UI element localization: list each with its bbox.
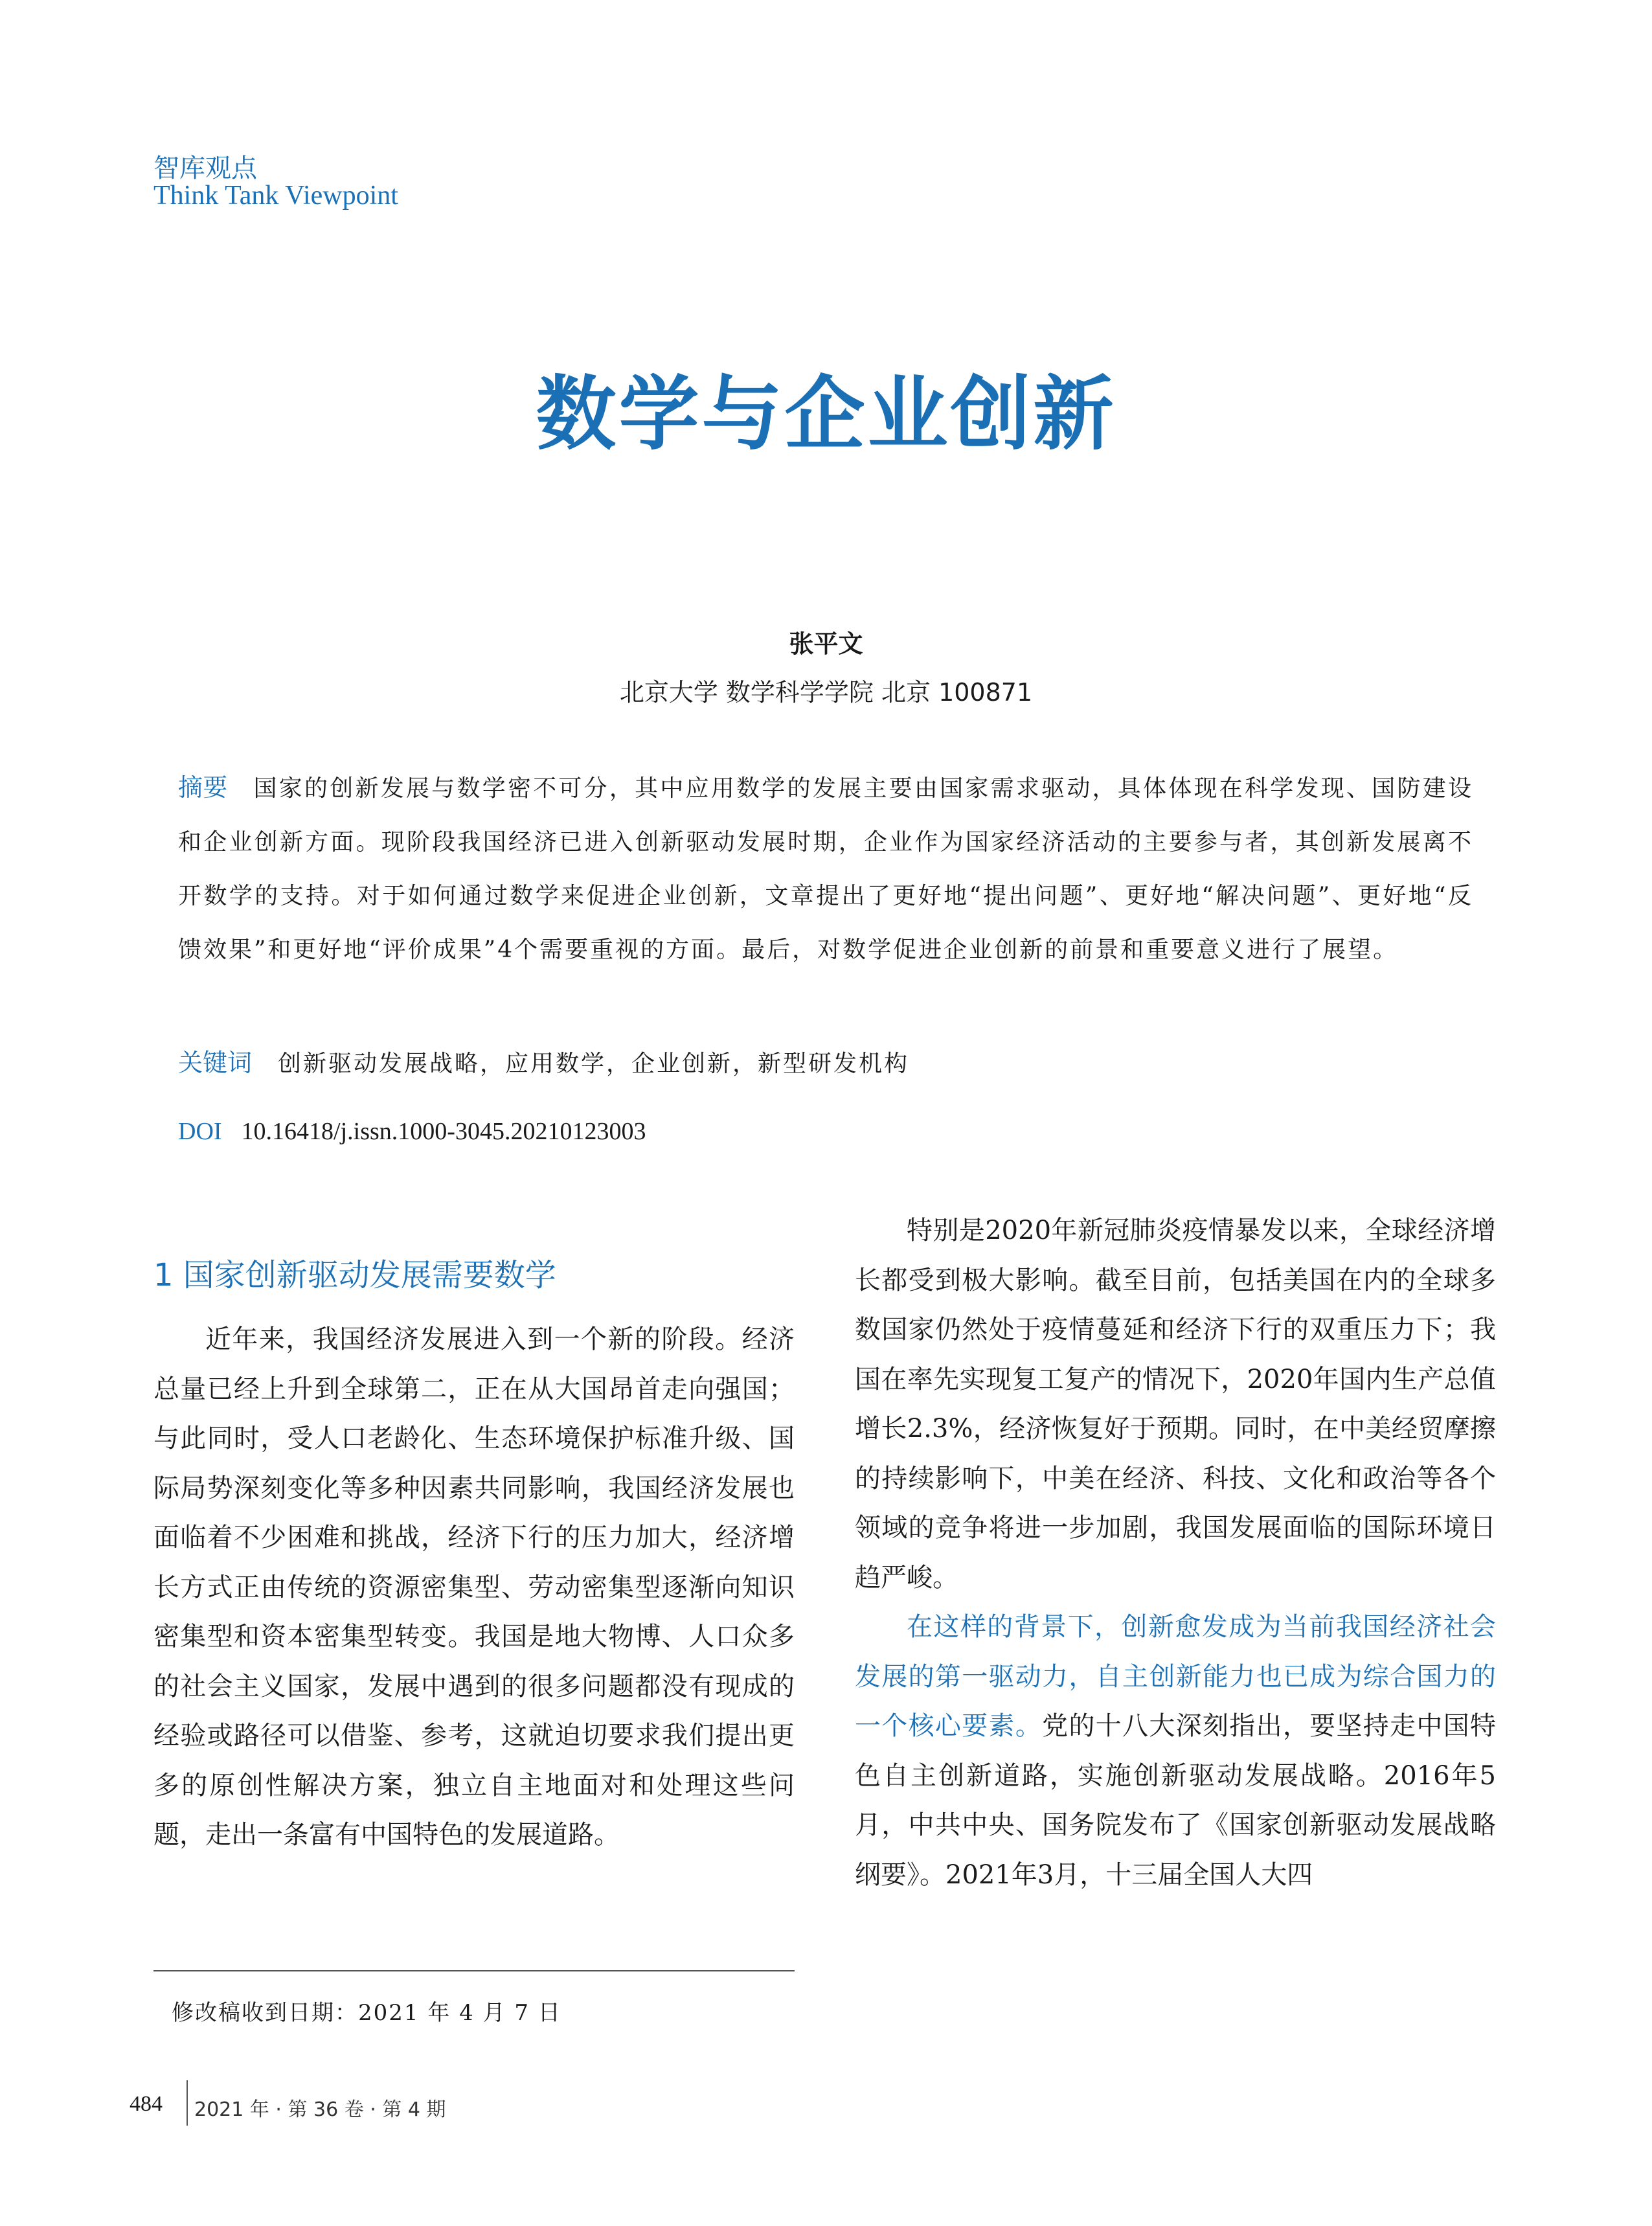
section-heading: 1 国家创新驱动发展需要数学 — [153, 1257, 556, 1293]
keywords-text: 创新驱动发展战略，应用数学，企业创新，新型研发机构 — [278, 1051, 910, 1077]
doi-label: DOI — [178, 1118, 222, 1145]
section-label: 智库观点 — [153, 153, 257, 183]
body-column-right — [855, 1206, 1496, 1900]
article-title: 数学与企业创新 — [536, 368, 1116, 461]
abstract-label: 摘要 — [178, 773, 228, 802]
author-name: 张平文 — [789, 630, 863, 658]
footer-divider — [187, 2080, 188, 2126]
body-paragraph: 近年来，我国经济发展进入到一个新的阶段。经济总量已经上升到全球第二，正在从大国昂首走向强国；与此同时，受人口老龄化、生态环境保护标准升级、国际局势深刻变化等多种因素共同影响，我国经济发展也面临着不少困难和挑战，经济下行的压力加大，经济增长方式正由传统的资源密集型、劳动密集型逐渐向知识密集型和资本密集型转变。我国是地大物博、人口众多的社会主义国家，发展中遇到的很多问题都没有现成的经验或路径可以借鉴、参考，这就迫切要求我们提出更多的原创性解决方案，独立自主地面对和处理这些问题，走出一条富有中国特色的发展道路。 — [153, 1324, 795, 1850]
issue-info: 2021 年 · 第 36 卷 · 第 4 期 — [194, 2098, 446, 2121]
page-number: 484 — [130, 2092, 163, 2116]
body-paragraph — [855, 1602, 1496, 1900]
abstract — [178, 761, 1473, 977]
abstract-text: 国家的创新发展与数学密不可分，其中应用数学的发展主要由国家需求驱动，具体体现在科学发现、国防建设和企业创新方面。现阶段我国经济已进入创新驱动发展时期，企业作为国家经济活动的主要参与者，其创新发展离不开数学的支持。对于如何通过数学来促进企业创新，文章提出了更好地“提出问题”、更好地“解决问题”、更好地“反馈效果”和更好地“评价成果”4个需要重视的方面。最后，对数学促进企业创新的前景和重要意义进行了展望。 — [178, 775, 1473, 963]
keywords-label: 关键词 — [178, 1049, 253, 1077]
author-affiliation: 北京大学 数学科学学院 北京 100871 — [619, 678, 1033, 707]
footnote-divider — [153, 1970, 795, 1971]
body-text: 党的十八大深刻指出，要坚持走中国特色自主创新道路，实施创新驱动发展战略。2016年5月，中共中央、国务院发布了《国家创新驱动发展战略纲要》。2021年3月，十三届全国人大四 — [855, 1711, 1497, 1890]
section-label-en: Think Tank Viewpoint — [153, 181, 398, 210]
doi-value[interactable]: 10.16418/j.issn.1000-3045.20210123003 — [241, 1118, 646, 1145]
doi — [178, 1117, 646, 1146]
emphasis-text: 在这样的背景下，创新愈发成为当前我国经济社会发展的第一驱动力，自主创新能力也已成为综合国力的一个核心要素。 — [855, 1612, 1496, 1741]
keywords — [178, 1043, 1473, 1078]
body-column-left — [153, 1315, 795, 1860]
body-paragraph: 特别是2020年新冠肺炎疫情暴发以来，全球经济增长都受到极大影响。截至目前，包括美国在内的全球多数国家仍然处于疫情蔓延和经济下行的双重压力下；我国在率先实现复工复产的情况下，2020年国内生产总值增长2.3%，经济恢复好于预期。同时，在中美经贸摩擦的持续影响下，中美在经济、科技、文化和政治等各个领域的竞争将进一步加剧，我国发展面临的国际环境日趋严峻。 — [855, 1216, 1496, 1593]
footnote: 修改稿收到日期：2021 年 4 月 7 日 — [172, 2000, 561, 2026]
